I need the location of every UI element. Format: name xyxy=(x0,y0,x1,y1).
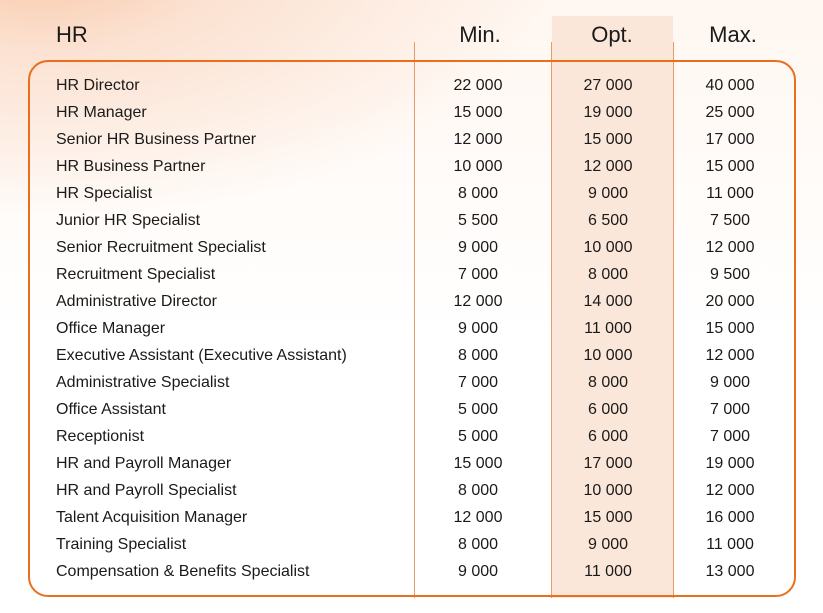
min-salary: 15 000 xyxy=(453,104,503,121)
position-name: Senior Recruitment Specialist xyxy=(56,239,266,256)
salary-table-body xyxy=(0,72,823,585)
table-row xyxy=(0,261,823,288)
max-salary: 17 000 xyxy=(705,131,755,148)
max-salary: 25 000 xyxy=(705,104,755,121)
opt-salary: 17 000 xyxy=(583,455,633,472)
header-opt: Opt. xyxy=(591,22,633,47)
table-row xyxy=(0,504,823,531)
max-salary: 19 000 xyxy=(705,455,755,472)
table-row xyxy=(0,531,823,558)
table-row xyxy=(0,72,823,99)
min-salary: 12 000 xyxy=(453,509,503,526)
min-salary: 8 000 xyxy=(457,482,499,499)
min-salary: 9 000 xyxy=(457,563,499,580)
opt-salary: 15 000 xyxy=(583,131,633,148)
opt-salary: 9 000 xyxy=(587,536,629,553)
position-name: Compensation & Benefits Specialist xyxy=(56,563,310,580)
table-row xyxy=(0,99,823,126)
opt-salary: 10 000 xyxy=(583,347,633,364)
max-salary: 12 000 xyxy=(705,482,755,499)
position-name: Office Assistant xyxy=(56,401,166,418)
opt-salary: 11 000 xyxy=(584,320,632,337)
max-salary: 9 500 xyxy=(709,266,751,283)
max-salary: 9 000 xyxy=(709,374,751,391)
position-name: Training Specialist xyxy=(56,536,187,553)
min-salary: 7 000 xyxy=(457,374,499,391)
table-row xyxy=(0,423,823,450)
min-salary: 5 000 xyxy=(457,401,499,418)
opt-salary: 6 500 xyxy=(587,212,629,229)
table-row xyxy=(0,396,823,423)
opt-salary: 9 000 xyxy=(587,185,629,202)
position-name: Administrative Director xyxy=(56,293,217,310)
table-row xyxy=(0,153,823,180)
opt-salary: 6 000 xyxy=(587,428,629,445)
max-salary: 13 000 xyxy=(705,563,755,580)
max-salary: 11 000 xyxy=(706,185,754,202)
opt-salary: 19 000 xyxy=(583,104,633,121)
opt-salary: 12 000 xyxy=(583,158,633,175)
header-max: Max. xyxy=(709,22,757,47)
min-salary: 10 000 xyxy=(453,158,503,175)
position-name: HR and Payroll Specialist xyxy=(56,482,237,499)
position-name: Receptionist xyxy=(56,428,145,445)
min-salary: 8 000 xyxy=(457,536,499,553)
max-salary: 15 000 xyxy=(705,320,755,337)
opt-salary: 11 000 xyxy=(584,563,632,580)
position-name: HR and Payroll Manager xyxy=(56,455,232,472)
table-row xyxy=(0,342,823,369)
min-salary: 8 000 xyxy=(457,185,499,202)
max-salary: 7 000 xyxy=(709,401,751,418)
position-name: HR Director xyxy=(56,77,140,94)
position-name: HR Manager xyxy=(56,104,147,121)
position-name: Administrative Specialist xyxy=(56,374,230,391)
table-row xyxy=(0,369,823,396)
max-salary: 12 000 xyxy=(705,347,755,364)
opt-salary: 8 000 xyxy=(587,266,629,283)
min-salary: 9 000 xyxy=(457,320,499,337)
min-salary: 15 000 xyxy=(453,455,503,472)
max-salary: 16 000 xyxy=(705,509,755,526)
max-salary: 12 000 xyxy=(705,239,755,256)
header-hr: HR xyxy=(56,22,88,47)
table-row xyxy=(0,126,823,153)
min-salary: 9 000 xyxy=(457,239,499,256)
position-name: Junior HR Specialist xyxy=(56,212,201,229)
table-row xyxy=(0,558,823,585)
opt-salary: 27 000 xyxy=(583,77,633,94)
min-salary: 12 000 xyxy=(453,293,503,310)
table-row xyxy=(0,234,823,261)
opt-salary: 10 000 xyxy=(583,482,633,499)
position-name: HR Specialist xyxy=(56,185,153,202)
opt-salary: 10 000 xyxy=(583,239,633,256)
opt-salary: 8 000 xyxy=(587,374,629,391)
max-salary: 40 000 xyxy=(705,77,755,94)
min-salary: 22 000 xyxy=(453,77,503,94)
table-row xyxy=(0,288,823,315)
position-name: Executive Assistant (Executive Assistant) xyxy=(56,347,347,364)
table-row xyxy=(0,180,823,207)
position-name: Senior HR Business Partner xyxy=(56,131,257,148)
opt-salary: 6 000 xyxy=(587,401,629,418)
max-salary: 11 000 xyxy=(706,536,754,553)
position-name: Office Manager xyxy=(56,320,166,337)
max-salary: 7 500 xyxy=(709,212,751,229)
min-salary: 12 000 xyxy=(453,131,503,148)
max-salary: 20 000 xyxy=(705,293,755,310)
min-salary: 8 000 xyxy=(457,347,499,364)
table-row xyxy=(0,207,823,234)
table-row xyxy=(0,315,823,342)
position-name: Recruitment Specialist xyxy=(56,266,216,283)
min-salary: 5 000 xyxy=(457,428,499,445)
min-salary: 7 000 xyxy=(457,266,499,283)
position-name: HR Business Partner xyxy=(56,158,206,175)
max-salary: 15 000 xyxy=(705,158,755,175)
header-min: Min. xyxy=(459,22,501,47)
table-row xyxy=(0,477,823,504)
opt-salary: 14 000 xyxy=(583,293,633,310)
opt-salary: 15 000 xyxy=(583,509,633,526)
position-name: Talent Acquisition Manager xyxy=(56,509,248,526)
max-salary: 7 000 xyxy=(709,428,751,445)
min-salary: 5 500 xyxy=(457,212,499,229)
table-row xyxy=(0,450,823,477)
